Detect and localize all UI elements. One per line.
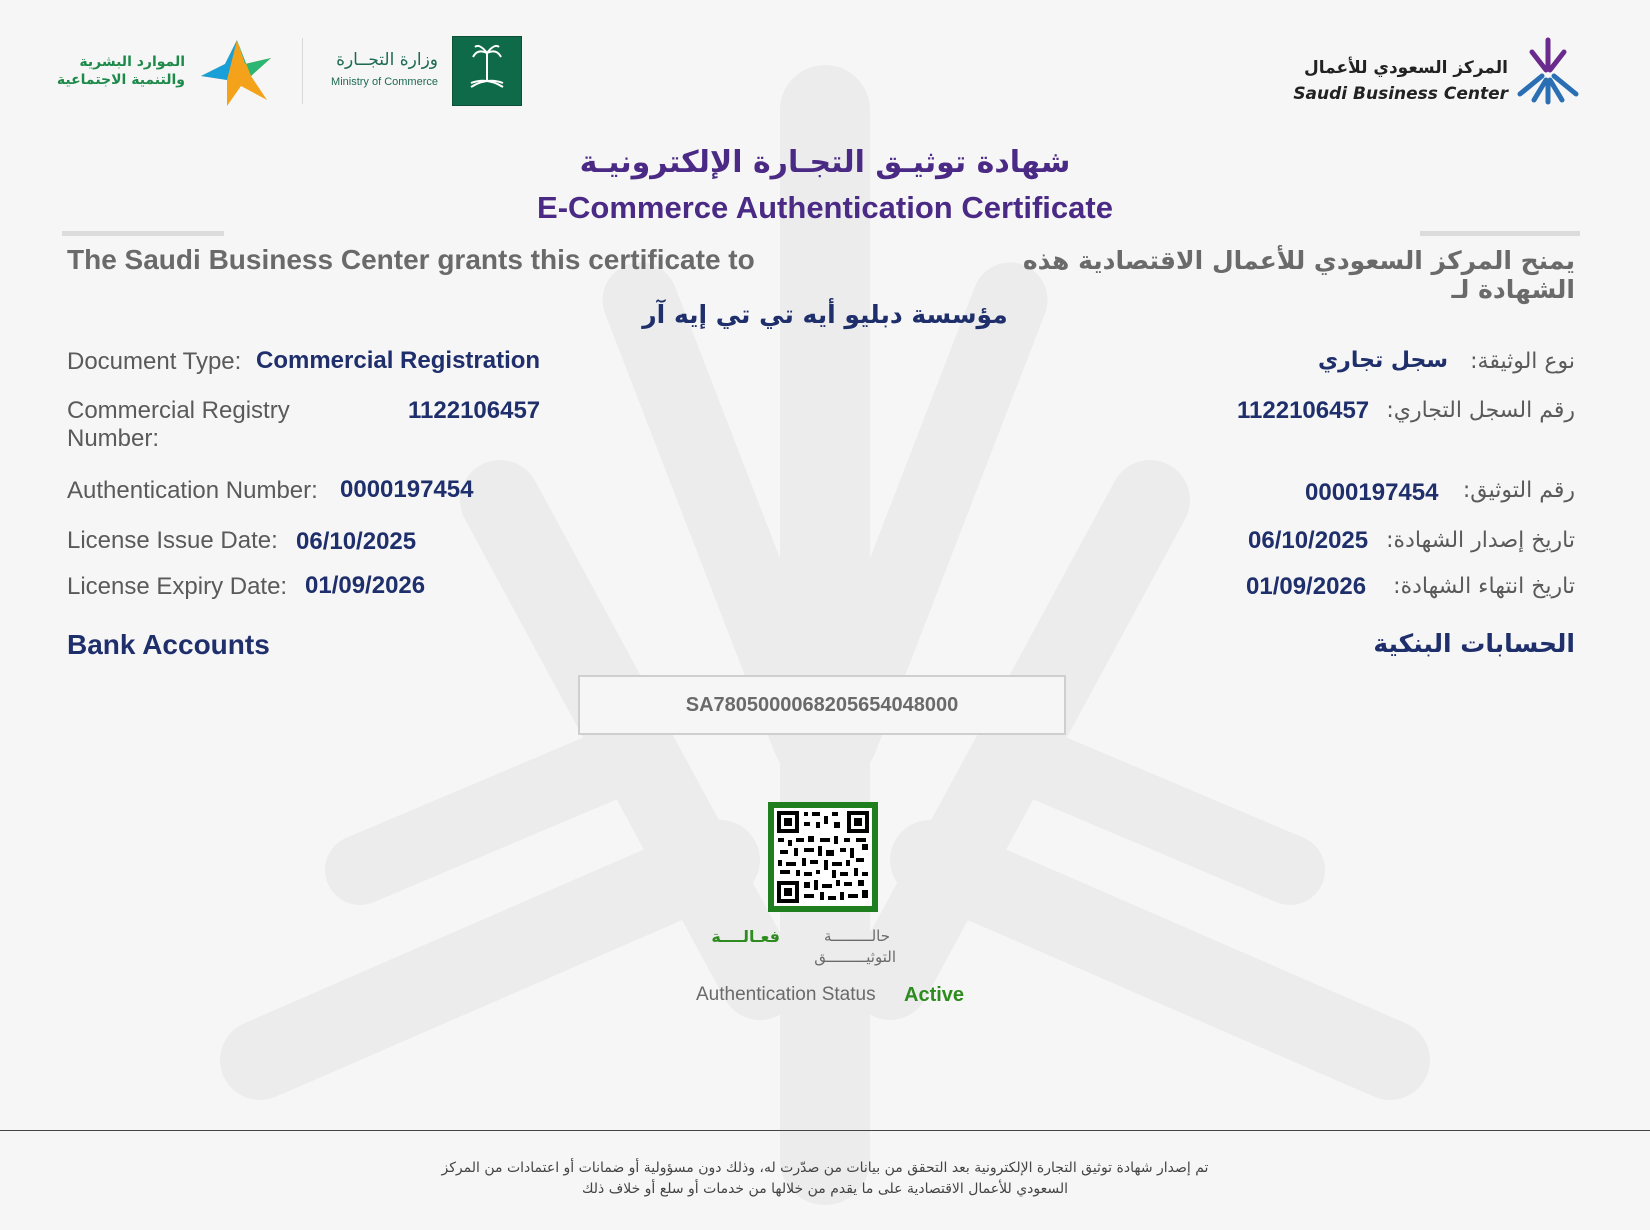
expiry-date-label-ar: تاريخ انتهاء الشهادة: — [1393, 574, 1575, 599]
footer-divider — [0, 1130, 1650, 1131]
bank-accounts-title-ar: الحسابات البنكية — [1373, 629, 1575, 658]
certificate-title-en: E-Commerce Authentication Certificate — [537, 190, 1113, 225]
qr-code[interactable] — [768, 802, 878, 912]
cr-number-value-ar: 1122106457 — [1237, 397, 1370, 424]
auth-number-label-ar: رقم التوثيق: — [1462, 478, 1575, 503]
bank-accounts-title-en: Bank Accounts — [67, 629, 270, 660]
hrsd-star-icon — [193, 36, 281, 108]
footer-line1: تم إصدار شهادة توثيق التجارة الإلكترونية بعد التحقق من بيانات من صدّرت له، وذلك دون مسؤولية أو ضمانات أو اعتمادات من المركز — [441, 1160, 1209, 1176]
hrsd-logo — [55, 36, 285, 106]
sbc-logo — [1290, 36, 1590, 106]
grant-text-en: The Saudi Business Center grants this certificate to — [67, 244, 755, 275]
logo-divider — [302, 38, 303, 104]
auth-number-value-en: 0000197454 — [340, 476, 474, 503]
expiry-date-label-en: License Expiry Date: — [67, 573, 288, 600]
status-value-en: Active — [904, 984, 965, 1006]
sbc-logo-text-en: Saudi Business Center — [1293, 84, 1508, 104]
expiry-date-value-en: 01/09/2026 — [305, 572, 426, 599]
cr-number-value-en: 1122106457 — [408, 397, 541, 424]
sbc-logo-text-ar: المركز السعودي للأعمال — [1304, 58, 1508, 78]
holder-name: مؤسسة دبليو أيه تي تي إيه آر — [642, 300, 1008, 329]
moc-emblem — [452, 36, 522, 106]
issue-date-label-ar: تاريخ إصدار الشهادة: — [1386, 528, 1575, 553]
moc-logo-text-ar: وزارة التجــارة — [336, 50, 438, 70]
status-label-ar-line2: التوثيـــــــــق — [814, 948, 896, 966]
moc-logo-text-en: Ministry of Commerce — [331, 76, 438, 88]
hrsd-logo-text-line2: والتنمية الاجتماعية — [56, 72, 185, 88]
certificate-title-ar: شهادة توثيـق التجـارة الإلكترونيـة — [579, 145, 1071, 180]
issue-date-value-en: 06/10/2025 — [296, 528, 417, 555]
document-type-value-en: Commercial Registration — [256, 347, 541, 374]
status-value-ar: فعـالــــة — [711, 927, 780, 946]
rule-right — [1420, 231, 1580, 236]
hrsd-logo-text-line1: الموارد البشرية — [79, 54, 185, 70]
issue-date-value-ar: 06/10/2025 — [1248, 527, 1369, 554]
status-label-ar-line1: حالـــــــــة — [823, 927, 890, 945]
auth-number-value-ar: 0000197454 — [1305, 479, 1439, 506]
document-type-label-en: Document Type: — [67, 348, 242, 375]
footer-line2: السعودي للأعمال الاقتصادية على ما يقدم من خلالها من خدمات أو سلع أو خلاف ذلك — [581, 1181, 1069, 1197]
status-label-en: Authentication Status — [696, 984, 876, 1005]
document-type-label-ar: نوع الوثيقة: — [1470, 349, 1575, 374]
moc-logo — [318, 36, 522, 106]
issue-date-label-en: License Issue Date: — [67, 527, 278, 554]
qr-code-pattern — [774, 808, 872, 906]
rule-left — [62, 231, 224, 236]
expiry-date-value-ar: 01/09/2026 — [1246, 573, 1367, 600]
auth-number-label-en: Authentication Number: — [67, 477, 318, 504]
sbc-star-icon — [1512, 36, 1584, 106]
iban-field: SA7805000068205654048000 — [578, 675, 1066, 735]
document-type-value-ar: سجل تجاري — [1318, 348, 1448, 373]
palm-swords-icon — [453, 37, 521, 105]
grant-text-ar: يمنح المركز السعودي للأعمال الاقتصادية هذه الشهادة لـ — [1022, 246, 1575, 304]
cr-number-label-ar: رقم السجل التجاري: — [1386, 398, 1575, 423]
footer-disclaimer — [300, 1158, 1350, 1200]
cr-number-label-en: Commercial Registry Number: — [67, 397, 290, 452]
